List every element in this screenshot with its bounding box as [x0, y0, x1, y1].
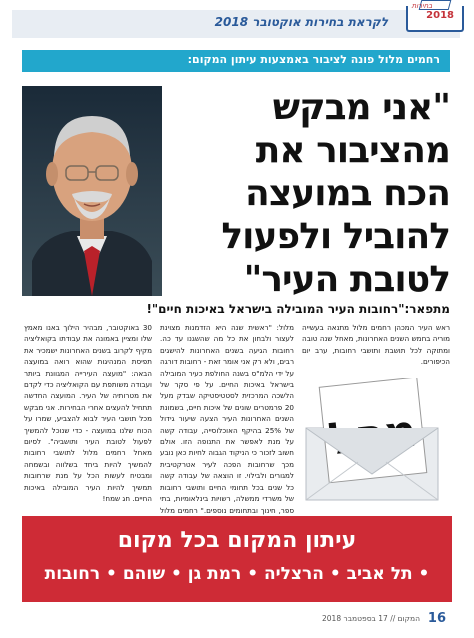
headline-line: לטובת העיר"	[243, 259, 450, 300]
section-strip	[12, 10, 460, 38]
ad-title: עיתון המקום בכל מקום	[117, 528, 357, 553]
advertisement-banner	[22, 516, 452, 602]
article-paragraph: ראש העיר המכהן רחמים מלול מתנאה בעשייה מוריה בחמש השנים האחרונות, מאחל שנה טובה ומתוקה לכל תושבת ותושבי רחובות, ערב יום הכיפורים.	[302, 323, 450, 367]
article-subtitle: מתפאר:"רחובות העיר המובילה בישראל באיכות חיים"!	[146, 302, 450, 316]
page-footer	[26, 612, 446, 628]
publication-date: המקום // 17 בספטמבר 2018	[322, 614, 420, 623]
article-column-right	[302, 322, 450, 368]
headline-line: הכח במועצה	[245, 173, 450, 214]
article-paragraph: 30 באוקטובר, מבהיר הילוך באנו מאמץ שלו ומציין באמונה את עבודתו בקואליציה מקיף לקרוב בשנים האחרונות ישמכיר את תפיסת המנהיגות שהוא רואה במועצה הבאה: "מועצה העירייה המגוונת ביותר ועבודה משותפת עם הקואליציה כדי לקדם את מטרותיה של העיר. המועצה החדשה תתחיל להעצים אחרי הבחירות. אני מבקש מכל תושבי העיר לבוא להצביע, שמרו על הכוח שלנו במועצה - כדי שנוכל להמשיך לפעול לטובת העיר ותושביה". לסיום מאחל רחמים מלול לתושבי רחובות להמשיך להיות ביחד בשלווה ובשמחה ומבטיח לעשות הכל על מנת שרחובות תמשיך להיות העיר המובילה באיכות החיים. חג שמח!	[24, 323, 152, 504]
headline	[170, 86, 450, 301]
page-number: 16	[427, 611, 446, 626]
article-column-left	[24, 322, 152, 505]
article-paragraph: מלול: "ראשית שנה היא הזדמנות מצוינת לעצור ולבחון את כל מה שהשגנו עד כה. רחובות הגיעה בשנים האחרונות להישגים רבים, ולא רק אני אומר זאת - רחובות דורגה על ידי הלמ"ס בשנה החולפת כעיר המובילה בישראל באיכות החיים. על פי סקר של הלשכה המרכזית לסטטיסטיקה שבדק מעל 20 פרמטרים שונים של איכות חיים, בשמונת השנים האחרונות העיר הצעה שיעור גידול של 25% בהיקף האוכלוסייה, עבודה קשה על מנת לאפשר את התנופה הזו. אולם חשוב לזכור כי הניקוד הגבוה לחיות כאן נובע מכך שרחובות הפכה לעיר אטרקטיבית למגורים ולבילוי. זו הוצאה של עבודה קשה כל שנים בכל תחומי החיים ותושבי רחובות של משרדי ממשלה, רשויות בינלאומיות, בתי ספר, חינוך ובתחומים נוספים." רחמים מלול	[160, 323, 294, 515]
portrait-illustration	[22, 86, 162, 296]
ballot-slip-icon	[411, 0, 452, 10]
headline-line: להוביל ולפעול	[221, 216, 450, 257]
portrait-photo	[22, 86, 162, 296]
ballot-box-badge	[398, 0, 468, 34]
section-title: לקראת בחירות אוקטובר 2018	[214, 15, 388, 29]
ballot-envelope-graphic	[302, 378, 442, 504]
article-column-middle	[160, 322, 294, 527]
badge-year: 2018	[426, 10, 454, 21]
headline-line: מהציבור את	[255, 130, 450, 171]
headline-line: "אני מבקש	[272, 87, 450, 128]
badge-label: בחירות	[411, 2, 434, 10]
sub-header-text: רחמים מלול פונה לציבור באמצעות עיתון המקום:	[187, 53, 440, 66]
sub-header-bar	[22, 50, 450, 72]
ad-cities: • תל אביב • הרצליה • רמת גן • שוהם • רחובות	[44, 564, 430, 584]
ballot-envelope-icon	[302, 378, 442, 504]
